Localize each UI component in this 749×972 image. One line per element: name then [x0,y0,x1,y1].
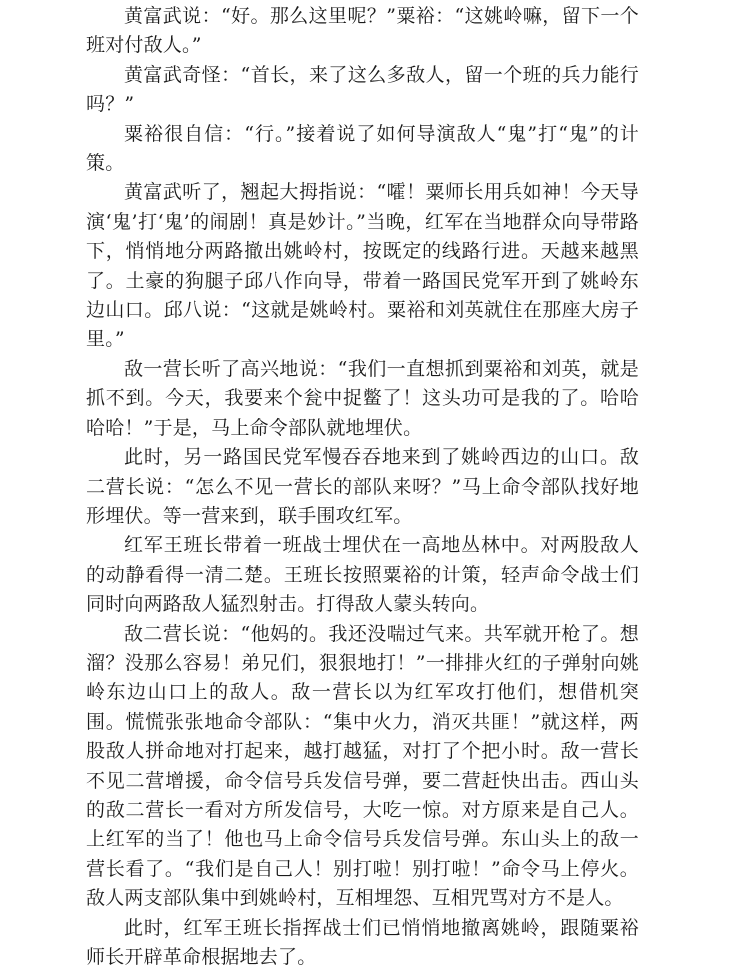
paragraph-5: 敌一营长听了高兴地说：“我们一直想抓到粟裕和刘英，就是抓不到。今天，我要来个瓮中捉鳖了！这头功可是我的了。哈哈哈哈！”于是，马上命令部队就地埋伏。 [86,357,639,439]
paragraph-4: 黄富武听了，翘起大拇指说：“嚯！粟师长用兵如神！今天导演‘鬼’打‘鬼’的闹剧！真是妙计。”当晚，红军在当地群众向导带路下，悄悄地分两路撤出姚岭村，按既定的线路行进。天越来越黑了。土豪的狗腿子邱八作向导，带着一路国民党军开到了姚岭东边山口。邱八说：“这就是姚岭村。粟裕和刘英就住在那座大房子里。” [86,181,639,351]
story-page [86,0,639,972]
paragraph-2: 黄富武奇怪：“首长，来了这么多敌人，留一个班的兵力能行吗？” [86,63,639,116]
paragraph-7: 红军王班长带着一班战士埋伏在一高地丛林中。对两股敌人的动静看得一清二楚。王班长按照粟裕的计策，轻声命令战士们同时向两路敌人猛烈射击。打得敌人蒙头转向。 [86,534,639,616]
paragraph-8: 敌二营长说：“他妈的。我还没喘过气来。共军就开枪了。想溜？没那么容易！弟兄们，狠狠地打！”一排排火红的子弹射向姚岭东边山口上的敌人。敌一营长以为红军攻打他们，想借机突围。慌慌张张地命令部队：“集中火力，消灭共匪！”就这样，两股敌人拼命地对打起来，越打越猛，对打了个把小时。敌一营长不见二营增援，命令信号兵发信号弹，要二营赶快出击。西山头的敌二营长一看对方所发信号，大吃一惊。对方原来是自己人。上红军的当了！他也马上命令信号兵发信号弹。东山头上的敌一营长看了。“我们是自己人！别打啦！别打啦！”命令马上停火。敌人两支部队集中到姚岭村，互相埋怨、互相咒骂对方不是人。 [86,622,639,910]
paragraph-9: 此时，红军王班长指挥战士们已悄悄地撤离姚岭，跟随粟裕师长开辟革命根据地去了。 [86,916,639,968]
paragraph-1: 黄富武说：“好。那么这里呢？”粟裕：“这姚岭嘛，留下一个班对付敌人。” [86,5,639,57]
paragraph-3: 粟裕很自信：“行。”接着说了如何导演敌人“鬼”打“鬼”的计策。 [86,122,639,175]
paragraph-6: 此时，另一路国民党军慢吞吞地来到了姚岭西边的山口。敌二营长说：“怎么不见一营长的部队来呀？”马上命令部队找好地形埋伏。等一营来到，联手围攻红军。 [86,446,639,527]
